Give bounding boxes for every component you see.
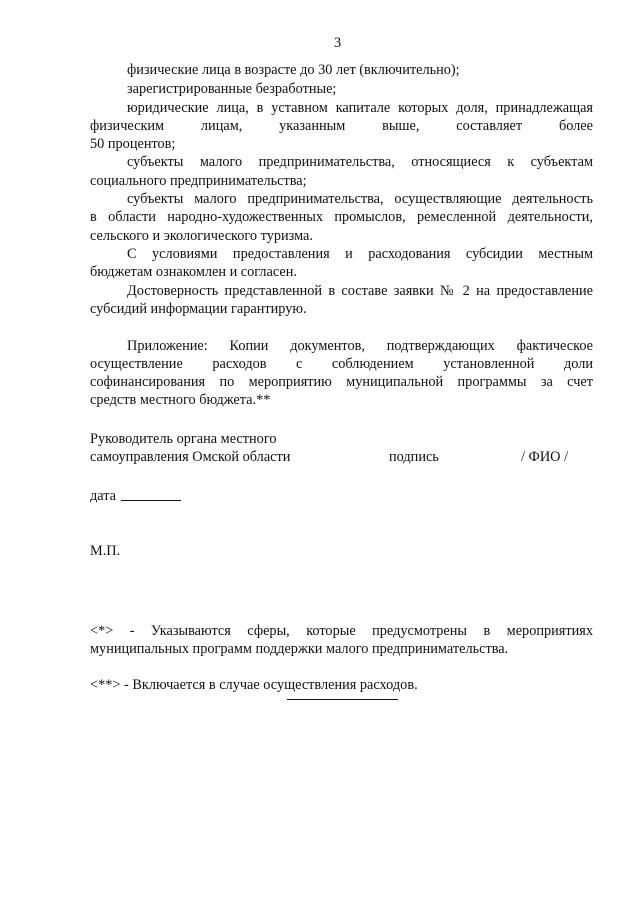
reliability-line-2: субсидий информации гарантирую. [90,301,307,317]
social-line-1: субъекты малого предпринимательства, относящиеся к субъектам [127,154,593,170]
social-line-2: социального предпринимательства; [90,173,307,189]
attachment-line-3: софинансирования по мероприятию муниципальной программы за счет [90,374,593,390]
closing-rule [287,699,398,700]
attachment-line-4: средств местного бюджета.** [90,392,271,408]
date-blank-line [121,500,181,501]
signature-label: подпись [389,449,439,465]
reliability-line-1: Достоверность представленной в составе заявки № 2 на предоставление [127,283,593,299]
date-label: дата [90,488,117,504]
legal-entities-line-2: физическим лицам, указанным выше, составляет более [90,118,593,134]
attachment-line-1: Приложение: Копии документов, подтверждающих фактическое [127,338,593,354]
head-title-line-1: Руководитель органа местного [90,431,277,447]
head-title-line-2: самоуправления Омской области [90,449,291,465]
legal-entities-line-1: юридические лица, в уставном капитале которых доля, принадлежащая [127,100,593,116]
footnote-1-line-1: <*> - Указываются сферы, которые предусмотрены в мероприятиях [90,623,593,639]
attachment-line-2: осуществление расходов с соблюдением установленной доли [90,356,593,372]
footnote-2: <**> - Включается в случае осуществления расходов. [90,677,418,693]
legal-entities-line-3: 50 процентов; [90,136,176,152]
crafts-line-1: субъекты малого предпринимательства, осуществляющие деятельность [127,191,593,207]
seal-label: М.П. [90,543,121,559]
fio-label: / ФИО / [521,449,569,465]
footnote-1-line-2: муниципальных программ поддержки малого предпринимательства. [90,641,509,657]
conditions-line-1: С условиями предоставления и расходования субсидии местным [127,246,593,262]
list-item: зарегистрированные безработные; [127,81,337,97]
crafts-line-2: в области народно-художественных промыслов, ремесленной деятельности, [90,209,593,225]
list-item: физические лица в возрасте до 30 лет (включительно); [127,62,460,78]
conditions-line-2: бюджетам ознакомлен и согласен. [90,264,297,280]
page-number: 3 [334,35,342,51]
crafts-line-3: сельского и экологического туризма. [90,228,313,244]
